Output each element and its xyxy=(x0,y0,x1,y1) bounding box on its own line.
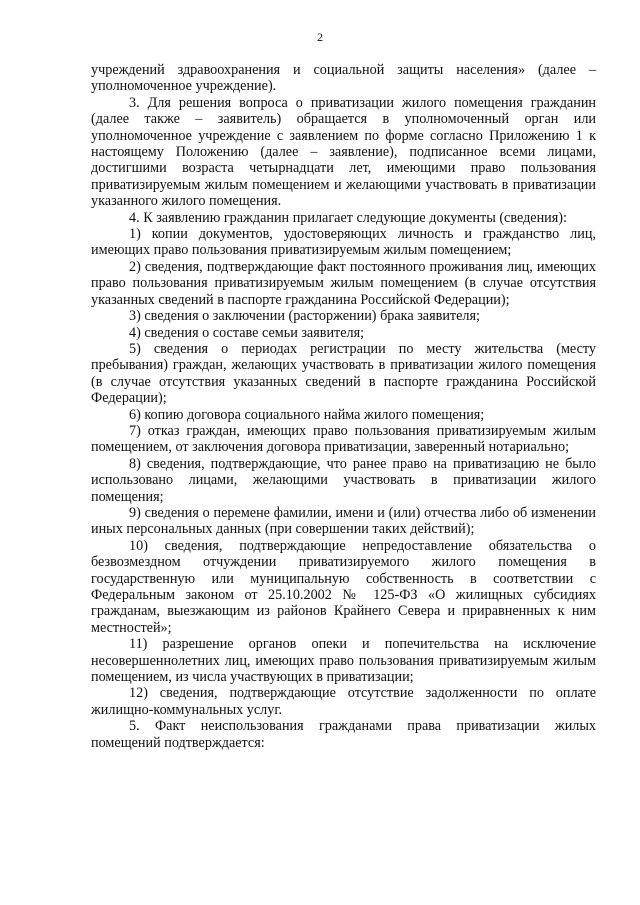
page-number: 2 xyxy=(317,30,323,44)
subitem-8: 8) сведения, подтверждающие, что ранее право на приватизацию не было использовано лицами, желающими участвовать в приватизации жилого помещения; xyxy=(91,455,596,505)
paragraph-item-4: 4. К заявлению гражданин прилагает следующие документы (сведения): xyxy=(129,209,567,226)
subitem-11: 11) разрешение органов опеки и попечительства на исключение несовершеннолетних лиц, имеющих право пользования приватизируемым жилым помещением, из числа участвующих в приватизации; xyxy=(91,636,596,686)
paragraph-continuation: учреждений здравоохранения и социальной защиты населения» (далее – уполномоченное учреждение). xyxy=(91,62,596,95)
paragraph-item-5: 5. Факт неиспользования гражданами права приватизации жилых помещений подтверждается: xyxy=(91,718,596,751)
subitem-4: 4) сведения о составе семьи заявителя; xyxy=(129,324,365,341)
subitem-9: 9) сведения о перемене фамилии, имени и (или) отчества либо об изменении иных персональных данных (при совершении таких действий); xyxy=(91,504,596,538)
paragraph-item-3: 3. Для решения вопроса о приватизации жилого помещения гражданин (далее также – заявитель) обращается в уполномоченный орган или уполномоченное учреждение с заявлением по форме согласно Приложению 1 к настоящему Положению (далее – заявление), подписанное всеми лицами, достигшими возраста четырнадцати лет, имеющими право пользования приватизируемым жилым помещением и желающими участвовать в приватизации указанного жилого помещения. xyxy=(91,94,596,210)
subitem-2: 2) сведения, подтверждающие факт постоянного проживания лиц, имеющих право пользования приватизируемым жилым помещением (в случае отсутствия указанных сведений в паспорте гражданина Российской Федерации); xyxy=(91,258,596,308)
subitem-12: 12) сведения, подтверждающие отсутствие задолженности по оплате жилищно-коммунальных услуг. xyxy=(91,685,596,718)
subitem-3: 3) сведения о заключении (расторжении) брака заявителя; xyxy=(129,308,480,325)
subitem-10: 10) сведения, подтверждающие непредоставление обязательства о безвозмездном отчуждении приватизируемого жилого помещения в государственную или муниципальную собственность в соответствии с Федеральным законом от 25.10.2002 № 125-ФЗ «О жилищных субсидиях гражданам, выезжающим из районов Крайнего Севера и приравненных к ним местностей»; xyxy=(91,537,596,636)
subitem-1: 1) копии документов, удостоверяющих личность и гражданство лиц, имеющих право пользования приватизируемым жилым помещением; xyxy=(91,226,596,259)
subitem-7: 7) отказ граждан, имеющих право пользования приватизируемым жилым помещением, от заключения договора приватизации, заверенный нотариально; xyxy=(91,422,596,456)
document-body xyxy=(91,62,596,751)
subitem-5: 5) сведения о периодах регистрации по месту жительства (месту пребывания) граждан, желающих участвовать в приватизации жилого помещения (в случае отсутствия указанных сведений в паспорте гражданина Российской Федерации); xyxy=(91,340,596,407)
subitem-6: 6) копию договора социального найма жилого помещения; xyxy=(129,406,485,423)
